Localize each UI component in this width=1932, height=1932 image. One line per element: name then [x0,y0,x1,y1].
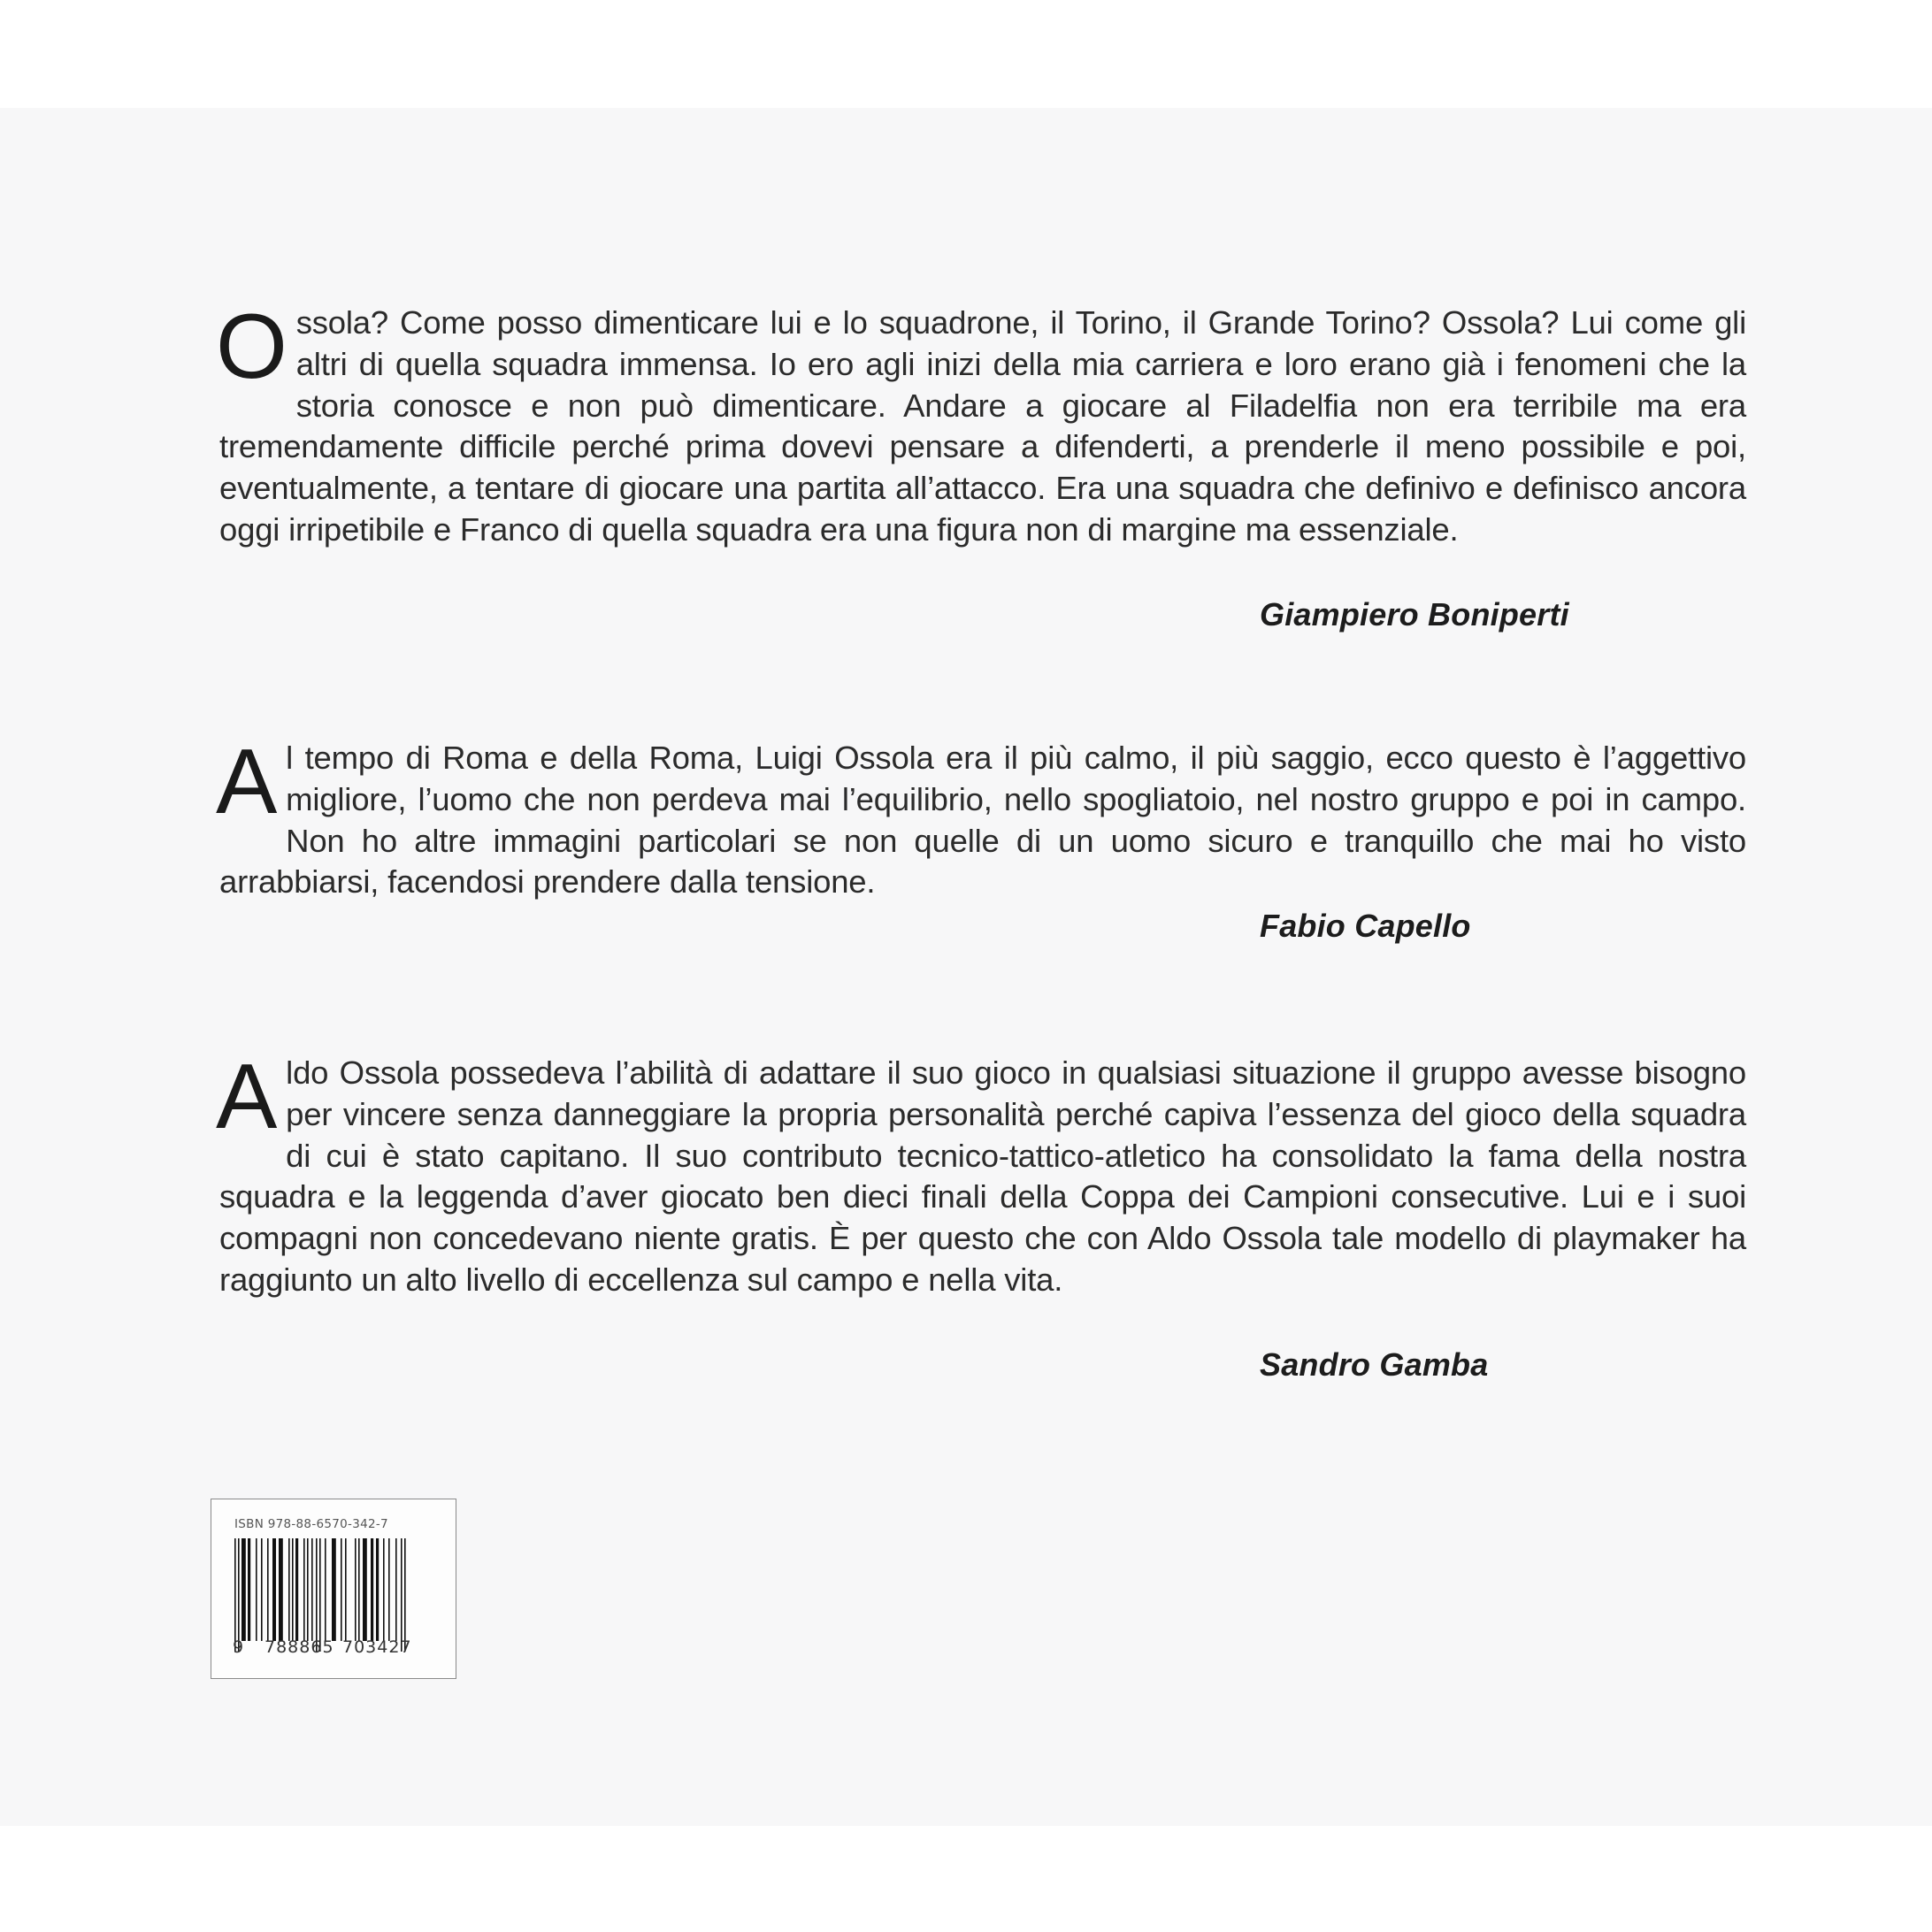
quote-author: Fabio Capello [1260,908,1471,944]
quote-text: ssola? Come posso dimenticare lui e lo squadrone, il Torino, il Grande Torino? Ossola? Lui come gli altri di quella squadra immensa. Io ero agli inizi della mia carriera e loro erano già i fenomeni che la storia conosce e non può dimenticare. Andare a giocare al Filadelfia non era terribile ma era tremendamente difficile perché prima dovevi pensare a difenderti, a prenderle il meno possibile e poi, eventualmente, a tentare di giocare una partita all’attacco. Era una squadra che definivo e definisco ancora oggi irripetibile e Franco di quella squadra era una figura non di margine ma essenziale. [219,304,1746,548]
drop-cap: A [216,731,278,833]
barcode-digits-left: 788865 [264,1637,334,1657]
drop-cap: O [216,295,288,398]
isbn-barcode-box [211,1499,456,1679]
quote-text: ldo Ossola possedeva l’abilità di adattare il suo gioco in qualsiasi situazione il gruppo avesse bisogno per vincere senza danneggiare la propria personalità perché capiva l’essenza del gioco della squadra di cui è stato capitano. Il suo contributo tecnico-tattico-atletico ha consolidato la fama della nostra squadra e la leggenda d’aver giocato ben dieci finali della Coppa dei Campioni consecutive. Lui e i suoi compagni non concedevano niente gratis. È per questo che con Aldo Ossola tale modello di playmaker ha raggiunto un alto livello di eccellenza sul campo e nella vita. [219,1054,1746,1298]
quote-author: Giampiero Boniperti [1260,596,1569,632]
quote-author: Sandro Gamba [1260,1346,1489,1383]
isbn-label: ISBN 978-88-6570-342-7 [234,1517,388,1531]
barcode-digit-first: 9 [233,1637,245,1657]
quote-capello [216,731,1746,903]
quote-gamba [216,1046,1746,1301]
barcode-icon [231,1538,436,1652]
quote-boniperti [216,295,1746,551]
quote-text: l tempo di Roma e della Roma, Luigi Ossola era il più calmo, il più saggio, ecco questo è l’aggettivo migliore, l’uomo che non perdeva mai l’equilibrio, nello spogliatoio, nel nostro gruppo e poi in campo. Non ho altre immagini particolari se non quelle di un uomo sicuro e tranquillo che mai ho visto arrabbiarsi, facendosi prendere dalla tensione. [219,740,1746,901]
drop-cap: A [216,1046,278,1148]
barcode-digits-right: 703427 [342,1637,412,1657]
